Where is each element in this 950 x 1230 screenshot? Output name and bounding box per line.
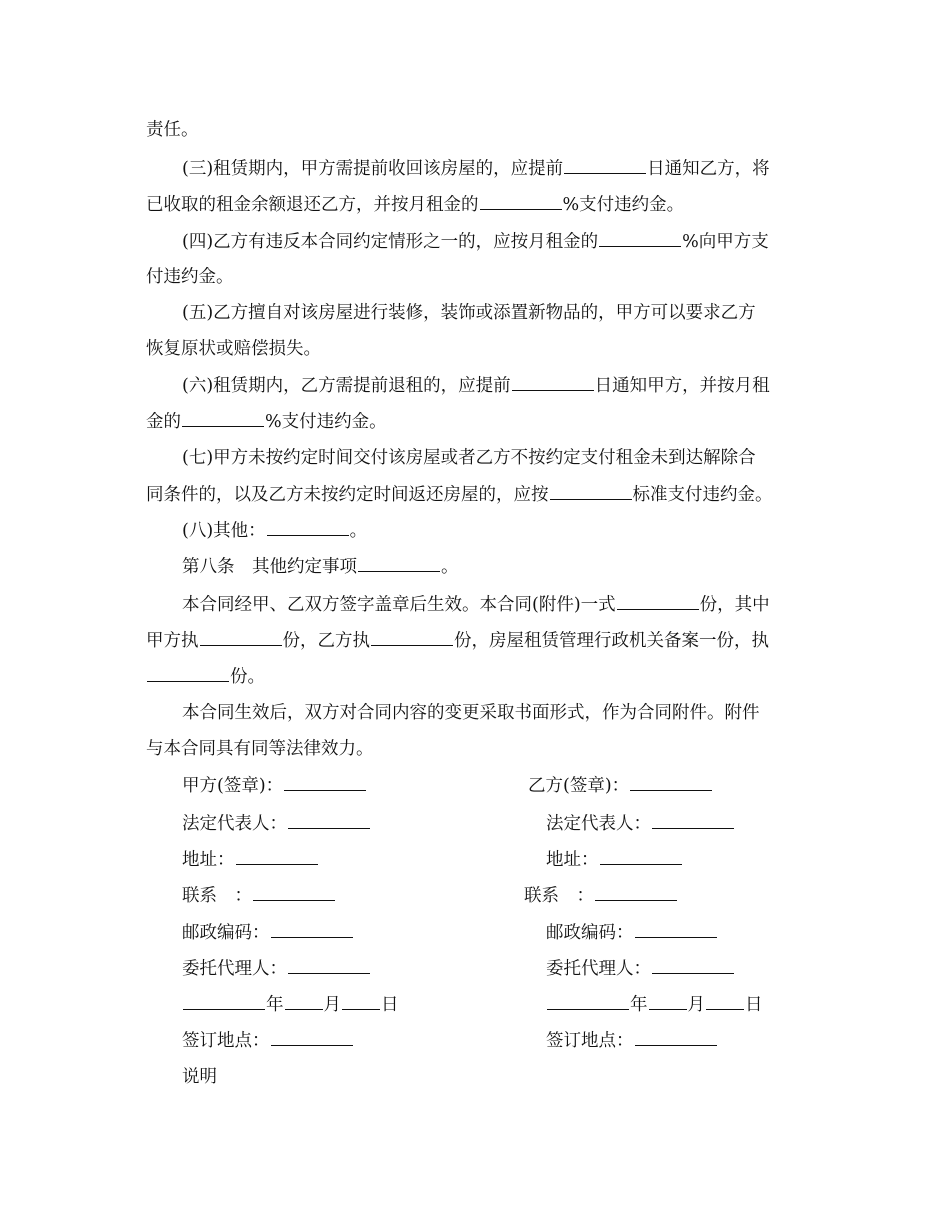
blank-field [617, 594, 699, 610]
blank-field [371, 630, 453, 646]
right-postcode [546, 922, 718, 943]
article-8 [182, 556, 842, 577]
right-date [546, 994, 763, 1015]
blank-field [547, 994, 629, 1010]
clause-6-line1 [182, 375, 842, 396]
right-legal-rep [546, 813, 735, 834]
text: 第八条 其他约定事项 [182, 557, 357, 577]
text: 日通知甲方，并按月租 [594, 376, 770, 396]
text: 委托代理人： [182, 959, 287, 979]
blank-field [358, 556, 440, 572]
blank-field [595, 885, 677, 901]
left-party-sign [182, 775, 367, 796]
clause-5-line2 [146, 339, 806, 359]
text: 责任。 [146, 120, 199, 140]
text: 法定代表人： [182, 814, 287, 834]
blank-field [512, 375, 594, 391]
left-address [182, 849, 319, 870]
amendment-line1 [182, 703, 842, 723]
clause-4-line2 [146, 267, 806, 287]
text: (五)乙方擅自对该房屋进行装修，装饰或添置新物品的，甲方可以要求乙方 [182, 303, 756, 323]
text: 。 [441, 557, 459, 577]
text: %支付违约金。 [562, 195, 685, 215]
clause-4-line1 [182, 231, 842, 252]
blank-field [599, 231, 681, 247]
right-signing-place [546, 1030, 718, 1051]
blank-field [635, 922, 717, 938]
text: 份，其中 [699, 595, 770, 615]
blank-field [649, 994, 687, 1010]
text: 法定代表人： [546, 814, 651, 834]
clause-3-line2 [146, 194, 806, 215]
left-postcode [182, 922, 354, 943]
text: 联系 ： [182, 886, 252, 906]
blank-field [630, 775, 712, 791]
blank-field [253, 885, 335, 901]
left-agent [182, 958, 371, 979]
text: 日 [745, 995, 763, 1015]
text: 金的 [146, 412, 181, 432]
right-party-sign [528, 775, 713, 796]
blank-field [342, 994, 380, 1010]
left-contact [182, 885, 336, 906]
left-legal-rep [182, 813, 371, 834]
text: 邮政编码： [546, 923, 634, 943]
blank-field [284, 775, 366, 791]
blank-field [236, 849, 318, 865]
blank-field [267, 520, 349, 536]
clause-7-line1 [182, 448, 842, 468]
amendment-line2 [146, 739, 806, 759]
text: %支付违约金。 [265, 412, 387, 432]
text: 份，乙方执 [282, 631, 370, 651]
text: 乙方(签章)： [528, 776, 630, 796]
text: 甲方(签章)： [182, 776, 284, 796]
text: 地址： [546, 850, 599, 870]
copies-line1 [182, 594, 842, 615]
blank-field [706, 994, 744, 1010]
text: 邮政编码： [182, 923, 270, 943]
blank-field [652, 813, 734, 829]
text: (三)租赁期内，甲方需提前收回该房屋的，应提前 [182, 159, 564, 179]
text: 签订地点： [546, 1031, 634, 1051]
text: 说明 [182, 1067, 217, 1087]
blank-field [550, 484, 632, 500]
text: (四)乙方有违反本合同约定情形之一的，应按月租金的 [182, 232, 599, 252]
clause-6-line2 [146, 411, 806, 432]
text: 月 [687, 995, 705, 1015]
text: (八)其他： [182, 521, 266, 541]
text: 份，房屋租赁管理行政机关备案一份，执 [454, 631, 769, 651]
text: 标准支付违约金。 [632, 485, 773, 505]
text: 年 [630, 995, 648, 1015]
blank-field [271, 1030, 353, 1046]
text: 日 [381, 995, 399, 1015]
paragraph-responsibility [146, 120, 806, 140]
text: 日通知乙方，将 [647, 159, 770, 179]
blank-field [288, 813, 370, 829]
clause-5-line1 [182, 303, 842, 323]
clause-3-line1 [182, 158, 842, 179]
text: (七)甲方未按约定时间交付该房屋或者乙方不按约定支付租金未到达解除合 [182, 448, 756, 468]
blank-field [182, 411, 264, 427]
copies-line2 [146, 630, 806, 651]
text: 。 [349, 521, 368, 541]
text: 甲方执 [146, 631, 199, 651]
blank-field [600, 849, 682, 865]
text: 同条件的，以及乙方未按约定时间返还房屋的，应按 [146, 485, 549, 505]
copies-line3 [146, 666, 806, 687]
blank-field [200, 630, 282, 646]
right-agent [546, 958, 735, 979]
left-date [182, 994, 399, 1015]
blank-field [183, 994, 265, 1010]
note-heading [182, 1067, 217, 1087]
right-address [546, 849, 683, 870]
text: 恢复原状或赔偿损失。 [146, 339, 321, 359]
text: %向甲方支 [682, 232, 769, 252]
blank-field [480, 194, 562, 210]
left-signing-place [182, 1030, 354, 1051]
text: 年 [266, 995, 284, 1015]
clause-7-line2 [146, 484, 806, 505]
text: 本合同生效后，双方对合同内容的变更采取书面形式，作为合同附件。附件 [182, 703, 760, 723]
text: 月 [323, 995, 341, 1015]
text: 联系 ： [524, 886, 594, 906]
text: (六)租赁期内，乙方需提前退租的，应提前 [182, 376, 511, 396]
blank-field [147, 666, 229, 682]
text: 与本合同具有同等法律效力。 [146, 739, 374, 759]
text: 签订地点： [182, 1031, 270, 1051]
text: 本合同经甲、乙双方签字盖章后生效。本合同(附件)一式 [182, 595, 616, 615]
blank-field [285, 994, 323, 1010]
blank-field [271, 922, 353, 938]
text: 地址： [182, 850, 235, 870]
blank-field [288, 958, 370, 974]
blank-field [652, 958, 734, 974]
blank-field [635, 1030, 717, 1046]
right-contact [524, 885, 678, 906]
clause-8-other [182, 520, 842, 541]
blank-field [564, 158, 646, 174]
text: 份。 [230, 667, 265, 687]
text: 付违约金。 [146, 267, 234, 287]
text: 委托代理人： [546, 959, 651, 979]
text: 已收取的租金余额退还乙方，并按月租金的 [146, 195, 479, 215]
